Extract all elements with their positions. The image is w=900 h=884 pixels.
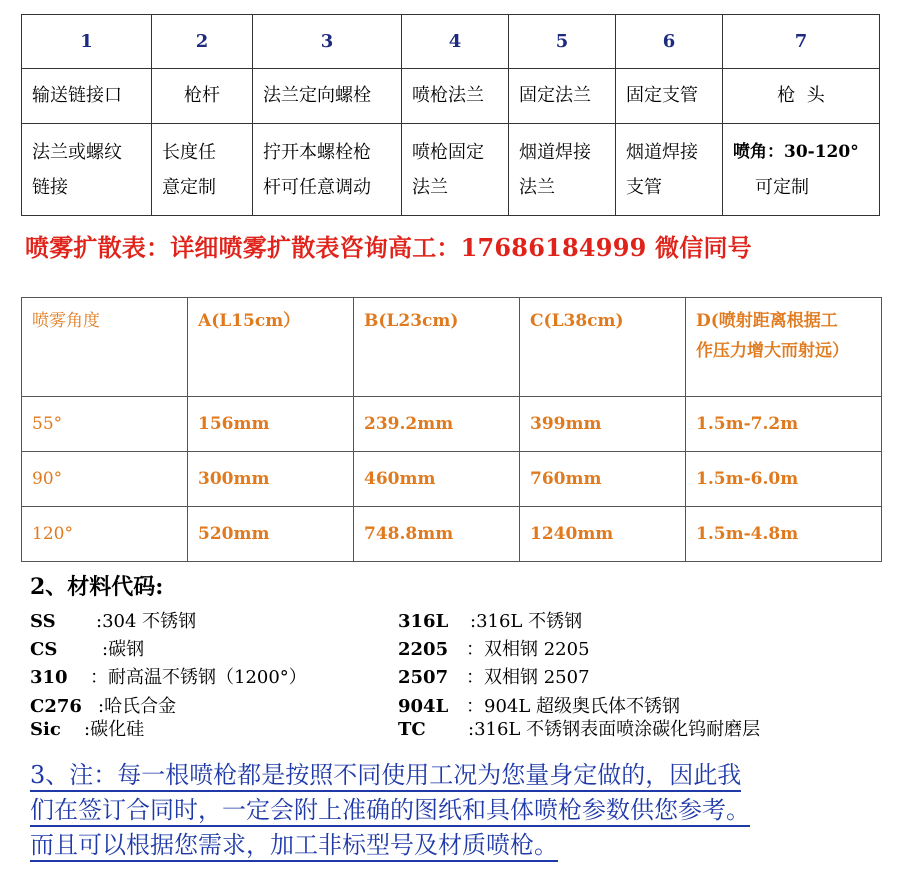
parts-header-1: 1 <box>22 15 152 69</box>
material-code: SS <box>30 611 56 632</box>
part-name-fixed-pipe: 固定支管 <box>616 69 723 124</box>
parts-header-4: 4 <box>402 15 509 69</box>
material-row <box>30 609 196 635</box>
spray-cell-c: 760mm <box>520 452 686 507</box>
material-row <box>398 717 760 743</box>
part-desc-5-line-2: 法兰 <box>519 176 555 198</box>
material-row <box>398 665 590 691</box>
material-code: TC <box>398 719 426 740</box>
part-name-fixed-flange: 固定法兰 <box>509 69 616 124</box>
spray-header-d-line-1: D(喷射距离根据工 <box>696 311 838 331</box>
material-desc: :316L 不锈钢表面喷涂碳化钨耐磨层 <box>468 719 761 740</box>
spray-spread-table <box>21 297 882 562</box>
material-code: 2205 <box>398 639 449 660</box>
material-desc: :碳钢 <box>102 639 145 660</box>
spray-cell-b: 239.2mm <box>354 397 520 452</box>
part-desc-7-line-1: 喷角：30-120° <box>733 141 859 162</box>
material-desc: ：双相钢 2205 <box>466 639 590 660</box>
material-code: 316L <box>398 611 449 632</box>
material-row <box>398 609 582 635</box>
material-desc: ：耐高温不锈钢（1200°） <box>90 667 307 688</box>
part-desc-5-line-1: 烟道焊接 <box>519 141 591 163</box>
part-desc-4 <box>402 124 509 216</box>
material-row <box>30 637 144 663</box>
material-desc: :碳化硅 <box>84 719 145 740</box>
spray-cell-angle: 55° <box>22 397 188 452</box>
spray-cell-a: 156mm <box>188 397 354 452</box>
part-desc-2-line-2: 意定制 <box>162 176 216 198</box>
spray-cell-a: 300mm <box>188 452 354 507</box>
part-desc-1-line-2: 链接 <box>32 176 68 198</box>
spray-header-a: A(L15cm） <box>188 298 354 397</box>
spray-cell-a: 520mm <box>188 507 354 562</box>
part-name-conveyor: 输送链接口 <box>22 69 152 124</box>
part-desc-3-line-2: 杆可任意调动 <box>263 176 371 198</box>
spray-header-b: B(L23cm) <box>354 298 520 397</box>
materials-title: 2、材料代码: <box>30 574 164 600</box>
parts-header-6: 6 <box>616 15 723 69</box>
spray-cell-d: 1.5m-7.2m <box>686 397 882 452</box>
spray-header-row <box>22 298 882 397</box>
part-desc-1-line-1: 法兰或螺纹 <box>32 141 122 163</box>
material-row <box>398 637 590 663</box>
note-line-3: 而且可以根据您需求，加工非标型号及材质喷枪。 <box>30 831 558 862</box>
spray-row-120 <box>22 507 882 562</box>
part-desc-2-line-1: 长度任 <box>162 141 216 163</box>
material-code: Sic <box>30 719 61 740</box>
material-row <box>30 665 307 691</box>
material-code: 310 <box>30 667 68 688</box>
part-desc-6-line-2: 支管 <box>626 176 662 198</box>
part-desc-1 <box>22 124 152 216</box>
parts-header-row <box>22 15 880 69</box>
spray-row-55 <box>22 397 882 452</box>
parts-desc-row <box>22 124 880 216</box>
spray-cell-d: 1.5m-4.8m <box>686 507 882 562</box>
part-desc-4-line-2: 法兰 <box>412 176 448 198</box>
spray-cell-d: 1.5m-6.0m <box>686 452 882 507</box>
material-desc: ：904L 超级奥氏体不锈钢 <box>466 696 681 717</box>
spray-header-d <box>686 298 882 397</box>
note-line-2: 们在签订合同时，一定会附上准确的图纸和具体喷枪参数供您参考。 <box>30 796 750 827</box>
spray-header-angle: 喷雾角度 <box>22 298 188 397</box>
part-desc-2 <box>152 124 253 216</box>
part-desc-3-line-1: 拧开本螺栓枪 <box>263 141 371 163</box>
material-desc: :316L 不锈钢 <box>470 611 583 632</box>
material-code: C276 <box>30 696 82 717</box>
part-name-rod: 枪杆 <box>152 69 253 124</box>
material-code: 2507 <box>398 667 449 688</box>
parts-table <box>21 14 880 216</box>
parts-header-3: 3 <box>253 15 402 69</box>
material-desc: ：双相钢 2507 <box>466 667 590 688</box>
parts-header-7: 7 <box>723 15 880 69</box>
spray-row-90 <box>22 452 882 507</box>
spray-header-d-line-2: 作压力增大而射远） <box>696 341 849 361</box>
material-row <box>30 717 144 743</box>
part-desc-7 <box>723 124 880 216</box>
material-desc: :哈氏合金 <box>98 696 177 717</box>
note-line <box>30 793 880 828</box>
parts-name-row <box>22 69 880 124</box>
part-desc-6 <box>616 124 723 216</box>
parts-header-2: 2 <box>152 15 253 69</box>
spray-cell-c: 399mm <box>520 397 686 452</box>
spray-cell-angle: 90° <box>22 452 188 507</box>
material-code: 904L <box>398 696 449 717</box>
part-desc-6-line-1: 烟道焊接 <box>626 141 698 163</box>
part-name-gun-flange: 喷枪法兰 <box>402 69 509 124</box>
note-line-1: 3、注：每一根喷枪都是按照不同使用工况为您量身定做的，因此我 <box>30 761 741 792</box>
spray-contact-notice: 喷雾扩散表：详细喷雾扩散表咨询高工：17686184999 微信同号 <box>25 233 752 262</box>
part-name-head: 枪 头 <box>723 69 880 124</box>
custom-note <box>30 758 880 863</box>
part-desc-4-line-1: 喷枪固定 <box>412 141 484 163</box>
material-code: CS <box>30 639 58 660</box>
note-line <box>30 828 880 863</box>
spray-cell-b: 748.8mm <box>354 507 520 562</box>
part-desc-7-line-2: 可定制 <box>755 176 809 198</box>
note-line <box>30 758 880 793</box>
material-desc: :304 不锈钢 <box>96 611 197 632</box>
parts-header-5: 5 <box>509 15 616 69</box>
part-desc-3 <box>253 124 402 216</box>
spray-cell-angle: 120° <box>22 507 188 562</box>
spray-cell-c: 1240mm <box>520 507 686 562</box>
spray-header-c: C(L38cm) <box>520 298 686 397</box>
part-desc-5 <box>509 124 616 216</box>
spray-cell-b: 460mm <box>354 452 520 507</box>
part-name-bolt: 法兰定向螺栓 <box>253 69 402 124</box>
